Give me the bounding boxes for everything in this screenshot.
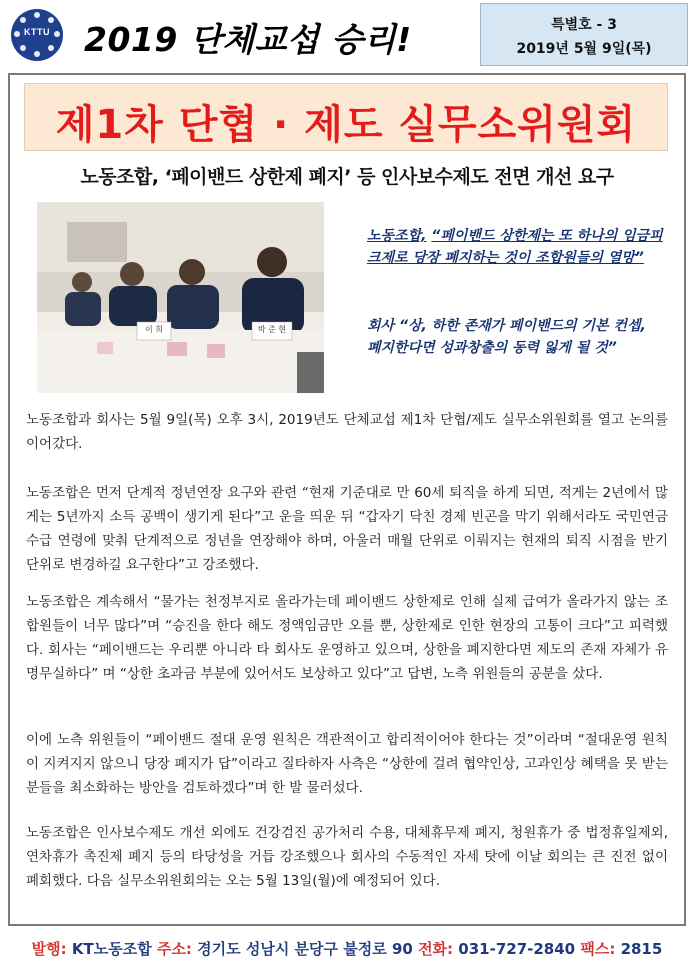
issue-number: 특별호 - 3 xyxy=(551,17,617,33)
union-quote xyxy=(367,225,663,269)
kttu-logo xyxy=(11,9,63,61)
article-subtitle: 노동조합, ‘페이밴드 상한제 폐지’ 등 인사보수제도 전면 개선 요구 xyxy=(80,166,614,188)
body-paragraph-1: 노동조합과 회사는 5월 9일(목) 오후 3시, 2019년도 단체교섭 제1차 단협/제도 실무소위원회를 열고 논의를 이어갔다. xyxy=(26,412,668,452)
nameplate-1: 이 희 xyxy=(145,325,163,334)
footer xyxy=(0,938,694,959)
masthead-title: 2019 단체교섭 승리! xyxy=(84,20,412,59)
body-paragraph-5: 노동조합은 인사보수제도 개선 외에도 건강검진 공가처리 수용, 대체휴무제 폐지, 청원휴가 중 법정휴일제외, 연차휴가 촉진제 폐지 등의 타당성을 거듭 강조했으나 회사의 수동적인 자세 탓에 이날 회의는 큰 진전 없이 폐회했다. 다음 실무소위원회의는 오는 5월 13일(월)에 예정되어 있다. xyxy=(26,825,668,889)
company-quote-speaker: 회사 xyxy=(367,318,395,334)
company-quote-text: “상, 하한 존재가 페이밴드의 기본 컨셉, 폐지한다면 성과창출의 동력 잃게 될 것” xyxy=(367,318,646,356)
headline-title: 제1차 단협 · 제도 실무소위원회 xyxy=(55,102,637,148)
address: 경기도 성남시 분당구 불정로 90 xyxy=(197,940,413,958)
address-label: 주소: xyxy=(156,940,192,958)
meeting-photo xyxy=(37,202,324,393)
logo-text: KTTU xyxy=(24,27,50,37)
nameplate-2: 박 준 현 xyxy=(257,325,287,334)
body-paragraph-3: 노동조합은 계속해서 “물가는 천정부지로 올라가는데 페이밴드 상한제로 인해 실제 급여가 올라가지 않는 조합원들이 너무 많다”며 “승진을 한다 해도 정액임금만 오를 뿐, 상한제로 인한 현장의 고통이 크다”고 피력했다. 회사는 “페이밴드는 우리뿐 아니라 타 회사도 운영하고 있으며, 상한을 폐지한다면 제도의 존재 자체가 유명무실하다” 며 “상한 초과금 부분에 있어서도 보상하고 있다”고 답변, 노측 위원들의 공분을 샀다. xyxy=(26,594,668,682)
issue-date: 2019년 5월 9일(목) xyxy=(516,41,652,57)
phone: 031-727-2840 xyxy=(458,940,576,958)
meeting-photo-illustration xyxy=(37,202,324,393)
phone-label: 전화: xyxy=(418,940,454,958)
issue-box xyxy=(480,3,688,66)
fax: 2815 xyxy=(620,940,663,958)
publisher-label: 발행: xyxy=(31,940,67,958)
body-paragraph-4: 이에 노측 위원들이 “페이밴드 절대 운영 원칙은 객관적이고 합리적이어야 한다는 것”이라며 “절대운영 원칙이 지켜지지 않으니 당장 폐지가 답”이라고 질타하자 사측은 “상한에 걸려 협약인상, 고과인상 혜택을 못 받는 분들을 최소화하는 방안을 검토하겠다”며 한 발 물러섰다. xyxy=(26,732,668,796)
body-paragraph-2: 노동조합은 먼저 단계적 정년연장 요구와 관련 “현재 기준대로 만 60세 퇴직을 하게 되면, 적게는 2년에서 많게는 5년까지 소득 공백이 생기게 된다”고 운을 띄운 뒤 “갑자기 닥친 경제 빈곤을 막기 위해서라도 국민연금 수급 연령에 맞춰 단계적으로 정년을 연장해야 하며, 아울러 매월 단위로 이뤄지는 현재의 퇴직 시점을 반기 단위로 변경하길 요구한다”고 강조했다. xyxy=(26,485,668,573)
publisher: KT노동조합 xyxy=(71,940,152,958)
union-quote-text: “페이밴드 상한제는 또 하나의 임금피크제로 당장 폐지하는 것이 조합원들의 열망” xyxy=(367,228,663,266)
union-quote-speaker: 노동조합, xyxy=(367,228,427,244)
company-quote xyxy=(367,315,663,359)
fax-label: 팩스: xyxy=(580,940,616,958)
headline-banner xyxy=(24,83,668,151)
